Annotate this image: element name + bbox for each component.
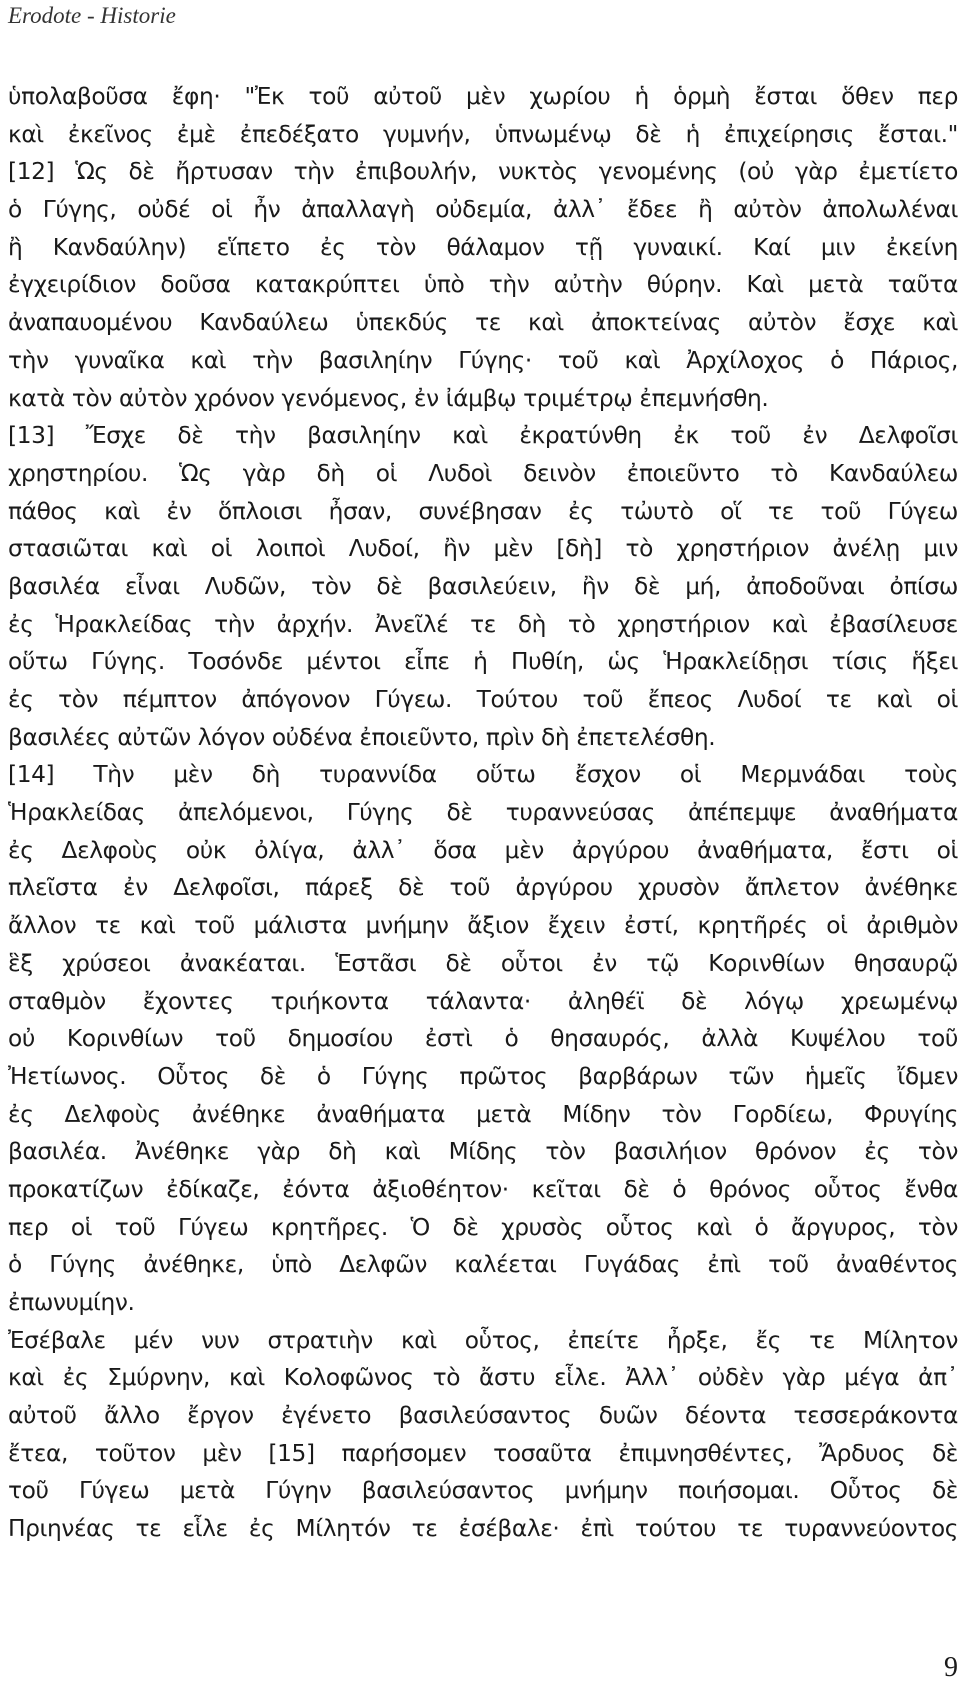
text-line: ὑπολαβοῦσα ἔφη· "Ἐκ τοῦ αὐτοῦ μὲν χωρίου ἡ ὁρμὴ ἔσται ὅθεν περ <box>8 83 958 110</box>
text-line: περ οἱ τοῦ Γύγεω κρητῆρες. Ὁ δὲ χρυσὸς οὗτος καὶ ὁ ἄργυρος, τὸν <box>8 1213 958 1241</box>
text-line: Ἠετίωνος. Οὗτος δὲ ὁ Γύγης πρῶτος βαρβάρων τῶν ἡμεῖς ἴδμεν <box>8 1062 958 1090</box>
page-number: 9 <box>944 1652 958 1683</box>
text-line: [13] Ἔσχε δὲ τὴν βασιληίην καὶ ἐκρατύνθη ἐκ τοῦ ἐν Δελφοῖσι <box>8 422 958 450</box>
text-line: κατὰ τὸν αὐτὸν χρόνον γενόμενος, ἐν ἰάμβῳ τριμέτρῳ ἐπεμνήσθη. <box>8 384 769 412</box>
text-line: ἐς Ἡρακλείδας τὴν ἀρχήν. Ἀνεῖλέ τε δὴ τὸ χρηστήριον καὶ ἐβασίλευσε <box>8 610 958 638</box>
text-line: Ἡρακλείδας ἀπελόμενοι, Γύγης δὲ τυραννεύσας ἀπέπεμψε ἀναθήματα <box>8 799 958 827</box>
text-line: στασιῶται καὶ οἱ λοιποὶ Λυδοί, ἢν μὲν [δὴ] τὸ χρηστήριον ἀνέλῃ μιν <box>8 535 958 563</box>
text-line: προκατίζων ἐδίκαζε, ἐόντα ἀξιοθέητον· κεῖται δὲ ὁ θρόνος οὗτος ἔνθα <box>8 1175 958 1203</box>
text-line: πλεῖστα ἐν Δελφοῖσι, πάρεξ δὲ τοῦ ἀργύρου χρυσὸν ἄπλετον ἀνέθηκε <box>8 874 958 902</box>
text-line: τοῦ Γύγεω μετὰ Γύγην βασιλεύσαντος μνήμην ποιήσομαι. Οὗτος δὲ <box>8 1477 958 1505</box>
text-line: Πριηνέας τε εἷλε ἐς Μίλητόν τε ἐσέβαλε· ἐπὶ τούτου τε τυραννεύοντος <box>8 1515 958 1543</box>
text-line: ἐς Δελφοὺς ἀνέθηκε ἀναθήματα μετὰ Μίδην τὸν Γορδίεω, Φρυγίης <box>8 1100 958 1128</box>
text-line: αὐτοῦ ἄλλο ἔργον ἐγένετο βασιλεύσαντος δυῶν δέοντα τεσσεράκοντα <box>8 1402 958 1430</box>
text-line: ἐς τὸν πέμπτον ἀπόγονον Γύγεω. Τούτου τοῦ ἔπεος Λυδοί τε καὶ οἱ <box>8 686 958 713</box>
text-line: ἐπωνυμίην. <box>8 1289 135 1316</box>
text-line: ἄλλον τε καὶ τοῦ μάλιστα μνήμην ἄξιον ἔχειν ἐστί, κρητῆρές οἱ ἀριθμὸν <box>8 912 958 940</box>
text-line: πάθος καὶ ἐν ὅπλοισι ἦσαν, συνέβησαν ἐς τὠυτὸ οἵ τε τοῦ Γύγεω <box>8 497 958 525</box>
text-line: βασιλέα. Ἀνέθηκε γὰρ δὴ καὶ Μίδης τὸν βασιλήιον θρόνον ἐς τὸν <box>8 1138 958 1166</box>
text-line: [12] Ὡς δὲ ἤρτυσαν τὴν ἐπιβουλήν, νυκτὸς γενομένης (οὐ γὰρ ἐμετίετο <box>8 158 958 186</box>
text-line: ἐς Δελφοὺς οὐκ ὀλίγα, ἀλλ᾽ ὅσα μὲν ἀργύρου ἀναθήματα, ἔστι οἱ <box>8 836 958 864</box>
text-line: οὐ Κορινθίων τοῦ δημοσίου ἐστὶ ὁ θησαυρός, ἀλλὰ Κυψέλου τοῦ <box>8 1025 958 1053</box>
main-text <box>8 78 958 1548</box>
text-line: [14] Τὴν μὲν δὴ τυραννίδα οὕτω ἔσχον οἱ Μερμνάδαι τοὺς <box>8 761 958 789</box>
text-line: ὁ Γύγης, οὐδέ οἱ ἦν ἀπαλλαγὴ οὐδεμία, ἀλλ᾽ ἔδεε ἢ αὐτὸν ἀπολωλέναι <box>8 196 958 224</box>
text-line: σταθμὸν ἔχοντες τριήκοντα τάλαντα· ἀληθέϊ δὲ λόγῳ χρεωμένῳ <box>8 987 958 1015</box>
text-line: καὶ ἐς Σμύρνην, καὶ Κολοφῶνος τὸ ἄστυ εἷλε. Ἀλλ᾽ οὐδὲν γὰρ μέγα ἀπ᾽ <box>8 1364 958 1392</box>
text-line: Ἐσέβαλε μέν νυν στρατιὴν καὶ οὗτος, ἐπείτε ἦρξε, ἔς τε Μίλητον <box>8 1326 958 1354</box>
text-line: χρηστηρίου. Ὡς γὰρ δὴ οἱ Λυδοὶ δεινὸν ἐποιεῦντο τὸ Κανδαύλεω <box>8 459 958 487</box>
text-line: καὶ ἐκεῖνος ἐμὲ ἐπεδέξατο γυμνήν, ὑπνωμένῳ δὲ ἡ ἐπιχείρησις ἔσται." <box>8 120 958 148</box>
text-line: ἢ Κανδαύλην) εἵπετο ἐς τὸν θάλαμον τῇ γυναικί. Καί μιν ἐκείνη <box>8 233 958 261</box>
text-line: ἓξ χρύσεοι ἀνακέαται. Ἑστᾶσι δὲ οὗτοι ἐν τῷ Κορινθίων θησαυρῷ <box>8 949 958 977</box>
running-title: Erodote - Historie <box>8 3 176 28</box>
text-line: οὕτω Γύγης. Τοσόνδε μέντοι εἶπε ἡ Πυθίη, ὡς Ἡρακλείδῃσι τίσις ἥξει <box>8 648 958 676</box>
text-line: ἐγχειρίδιον δοῦσα κατακρύπτει ὑπὸ τὴν αὐτὴν θύρην. Καὶ μετὰ ταῦτα <box>8 271 958 299</box>
text-line: βασιλέες αὐτῶν λόγον οὐδένα ἐποιεῦντο, πρὶν δὴ ἐπετελέσθη. <box>8 723 716 751</box>
text-line: ἀναπαυομένου Κανδαύλεω ὑπεκδύς τε καὶ ἀποκτείνας αὐτὸν ἔσχε καὶ <box>8 309 958 337</box>
text-line: ὁ Γύγης ἀνέθηκε, ὑπὸ Δελφῶν καλέεται Γυγάδας ἐπὶ τοῦ ἀναθέντος <box>8 1251 958 1279</box>
text-line: βασιλέα εἶναι Λυδῶν, τὸν δὲ βασιλεύειν, ἢν δὲ μή, ἀποδοῦναι ὀπίσω <box>8 572 958 600</box>
text-line: ἔτεα, τοῦτον μὲν [15] παρήσομεν τοσαῦτα ἐπιμνησθέντες, Ἄρδυος δὲ <box>8 1439 958 1467</box>
text-line: τὴν γυναῖκα καὶ τὴν βασιληίην Γύγης· τοῦ καὶ Ἀρχίλοχος ὁ Πάριος, <box>8 346 958 374</box>
